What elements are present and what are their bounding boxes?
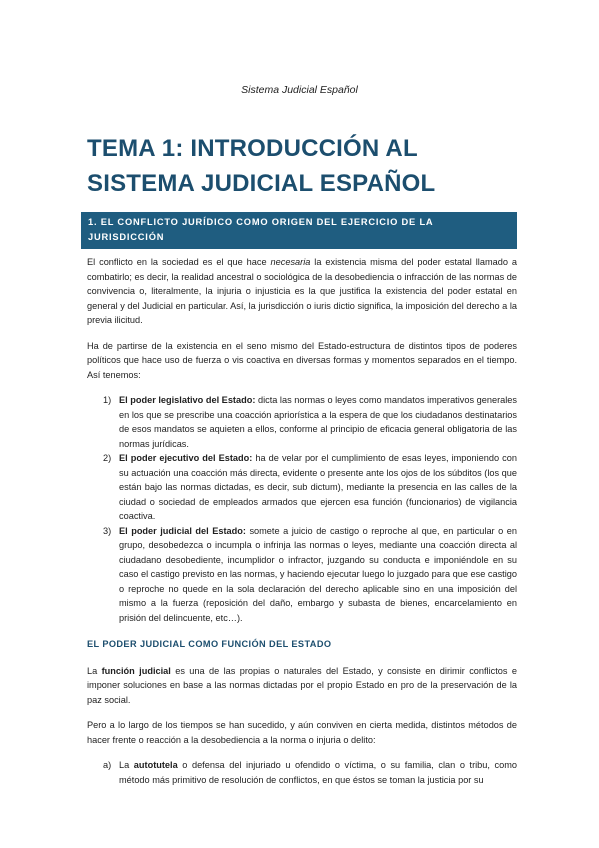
text-run: La bbox=[87, 665, 102, 676]
list-marker: 1) bbox=[103, 395, 112, 405]
paragraph bbox=[87, 255, 517, 328]
list-text: somete a juicio de castigo o reproche al que, en particular o en grupo, desobedezca o incumpla o infrinja las normas o leyes, mediante una coacción directa al ciudadano desobediente, incumplidor o infractor, juzgando su conducta e imponiéndole en su caso el castigo previsto en las normas, y haciendo ejecutar luego lo juzgado para que ese castigo o reproche no quede en la sola declaración del derecho aplicable sino en una imposición del mismo a la fuerza (reposición del daño, embargo y subasta de bienes, encarcelamiento en prisión del delincuente, etc…). bbox=[119, 525, 517, 623]
list-term: El poder legislativo del Estado: bbox=[119, 395, 256, 405]
text-run: es una de las propias o naturales del Estado, y consiste en dirimir conflictos e imponer soluciones en base a las normas dictadas por el propio Estado en pro de la preservación de la paz social. bbox=[87, 665, 517, 705]
page-title bbox=[87, 131, 517, 201]
list-marker: a) bbox=[103, 760, 112, 770]
running-header: Sistema Judicial Español bbox=[241, 84, 358, 96]
bold-term: función judicial bbox=[101, 665, 171, 676]
paragraph: Pero a lo largo de los tiempos se han sucedido, y aún conviven en cierta medida, distintos métodos de hacer frente o reacción a la desobediencia a la norma o injuria o delito: bbox=[87, 720, 517, 745]
paragraph: Ha de partirse de la existencia en el seno mismo del Estado-estructura de distintos tipos de poderes políticos que hace uso de fuerza o vis coactiva en diversas formas y momentos separados en el tiempo. Así tenemos: bbox=[87, 340, 517, 380]
list-text: o defensa del injuriado u ofendido o víctima, o su familia, clan o tribu, como método más primitivo de resolución de conflictos, en que éstos se toman la justicia por su bbox=[119, 760, 517, 785]
title-line-2: SISTEMA JUDICIAL ESPAÑOL bbox=[87, 170, 436, 197]
list-item bbox=[87, 393, 517, 451]
subsection-heading: EL PODER JUDICIAL COMO FUNCIÓN DEL ESTADO bbox=[87, 639, 332, 649]
lettered-list bbox=[87, 758, 517, 787]
list-text: ha de velar por el cumplimiento de esas leyes, imponiendo con su actuación una coacción más directa, evidente o presente ante los ojos de los súbditos (los que están bajo las normas dictadas, es decir, sub dictum), mediante la presencia en las calles de la ciudad o sociedad de empleados armados que ejercen esa función (funcionarios) de vigilancia coactiva. bbox=[119, 453, 517, 521]
numbered-list bbox=[87, 393, 517, 625]
list-term: El poder ejecutivo del Estado: bbox=[119, 453, 253, 463]
paragraph bbox=[87, 664, 517, 708]
list-item bbox=[87, 451, 517, 524]
list-item bbox=[87, 758, 517, 787]
section-heading-banner bbox=[81, 212, 517, 249]
list-term: El poder judicial del Estado: bbox=[119, 525, 246, 536]
text-run: El conflicto en la sociedad es el que hace bbox=[87, 257, 271, 267]
document-body bbox=[87, 255, 517, 795]
section-heading-line-2: JURISDICCIÓN bbox=[88, 232, 165, 242]
list-marker: 2) bbox=[103, 453, 112, 463]
list-text: dicta las normas o leyes como mandatos imperativos generales en los que se prescribe una coacción apriorística a la espera de que los ciudadanos destinatarios de esos mandatos se aquieten a ellos, conforme al principio de eficacia general obligatoria de las normas jurídicas. bbox=[119, 395, 518, 449]
list-term: autotutela bbox=[133, 760, 178, 770]
text-run: la existencia misma del poder estatal llamado a combatirlo; es decir, la realidad ancestral o sociológica de la desobediencia o infracción de las normas de convivencia o, literalmente, la injuria o injusticia es la que justifica la existencia del poder estatal en general y del Judicial en particular. Así, la jurisdicción o iuris dictio significa, la imposición del derecho a la previa ilicitud. bbox=[87, 257, 517, 325]
section-heading-line-1: 1. EL CONFLICTO JURÍDICO COMO ORIGEN DEL EJERCICIO DE LA bbox=[88, 217, 434, 227]
text-run: La bbox=[119, 760, 134, 770]
italic-term: necesaria bbox=[270, 257, 311, 267]
list-item bbox=[87, 524, 517, 626]
list-marker: 3) bbox=[103, 525, 112, 536]
title-line-1: TEMA 1: INTRODUCCIÓN AL bbox=[87, 135, 418, 162]
